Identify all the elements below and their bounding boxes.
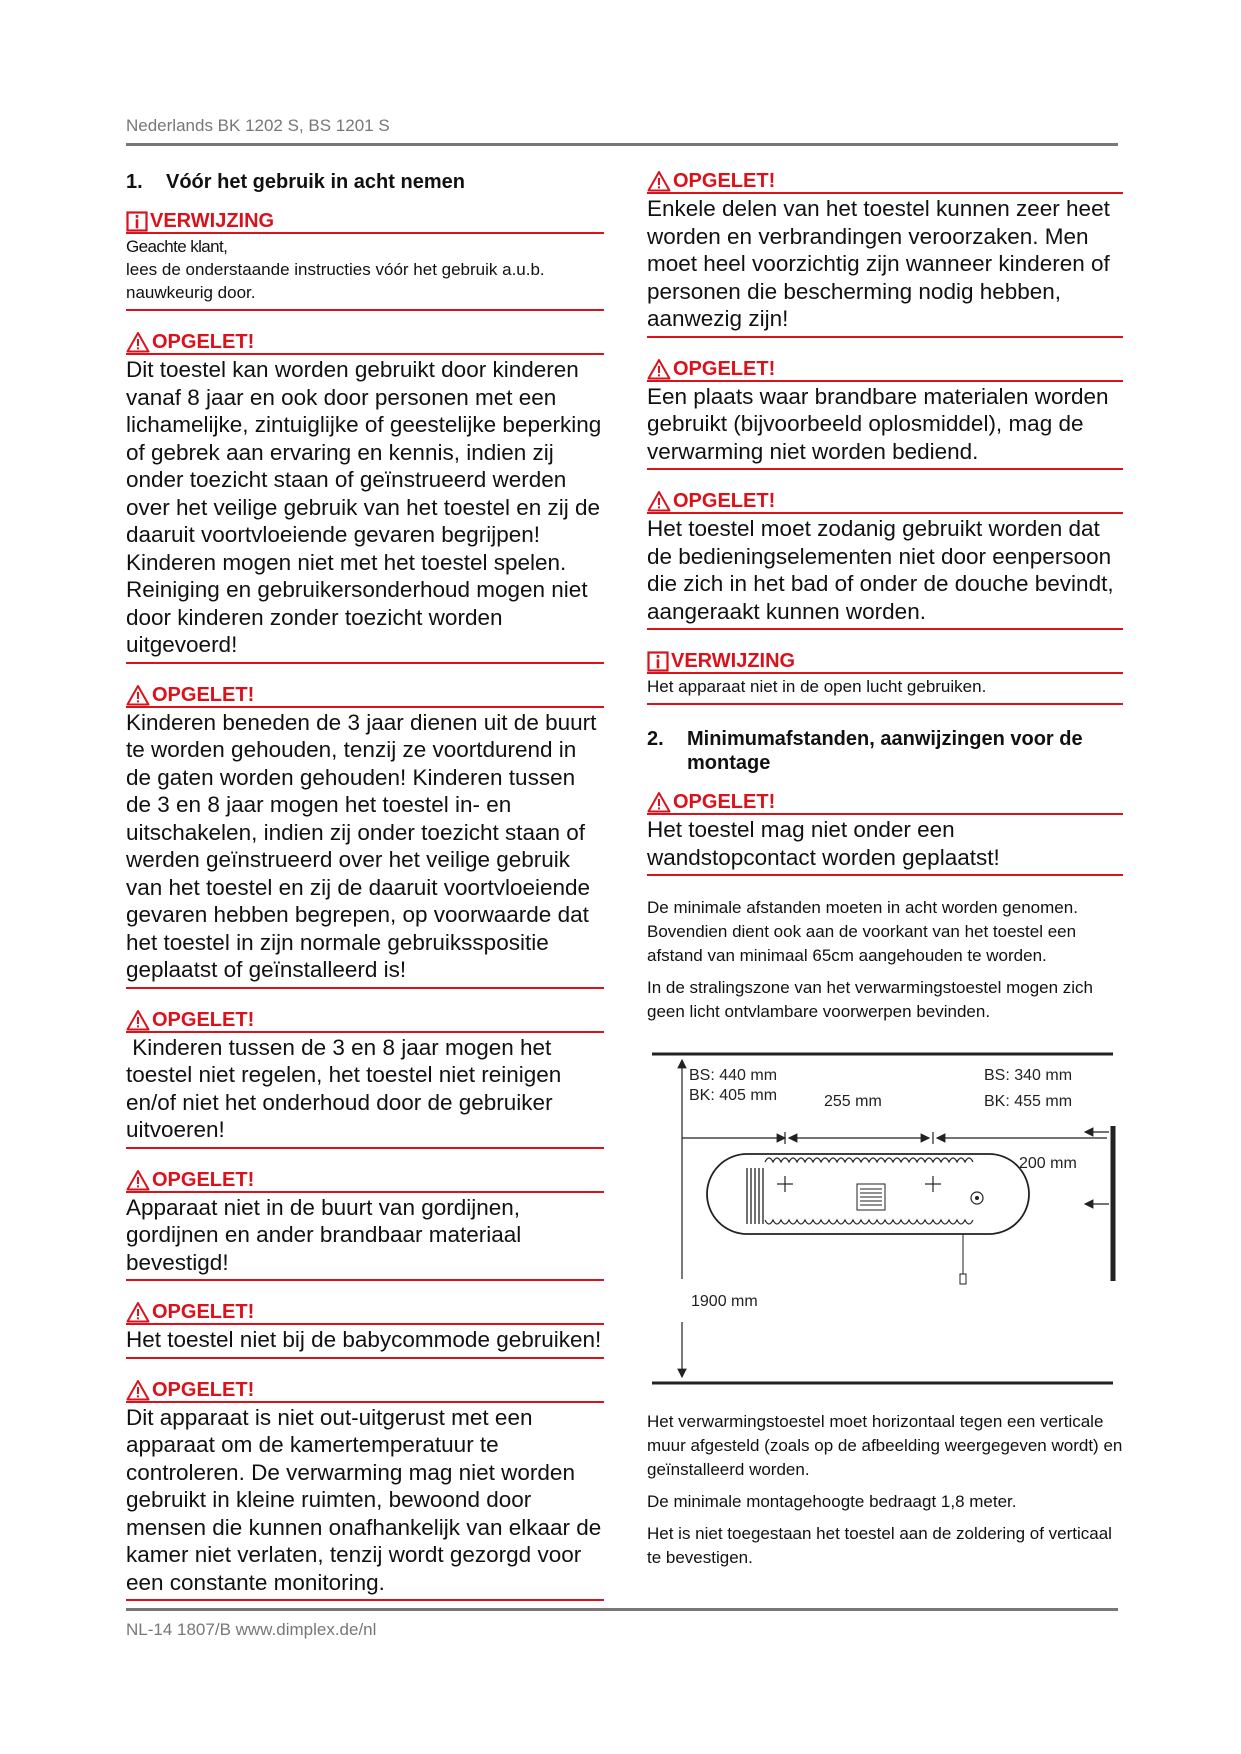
warning-bottom-rule [647,336,1123,338]
warning-8 [647,358,1123,471]
warning-3 [126,1009,604,1149]
warning-7 [647,170,1123,338]
page-header: Nederlands BK 1202 S, BS 1201 S [126,116,390,135]
warning-body: Het toestel mag niet onder een wandstopcontact worden geplaatst! [647,817,1000,870]
footer-rule [126,1608,1118,1611]
warning-2 [126,684,604,989]
notice-body: Het apparaat niet in de open lucht gebruiken. [647,677,987,696]
notice-verwijzing-1 [126,210,604,311]
warning-body: Dit toestel kan worden gebruikt door kinderen vanaf 8 jaar en ook door personen met een lichamelijke, zintuiglijke of geestelijke beperking of gebrek aan ervaring en kennis, indien zij onder toezicht staan of geïnstrueerd werden over het veilige gebruik van het toestel en zij de daaruit voortvloeiende gevaren begrijpen! Kinderen mogen niet met het toestel spelen. Reiniging en gebruikersonderhoud mogen niet door kinderen zonder toezicht worden uitgevoerd! [126,357,602,657]
warning-title: OPGELET! [152,1168,255,1191]
warning-triangle-icon [126,1009,150,1031]
info-icon [126,210,148,232]
left-column [126,170,604,1621]
warning-title: OPGELET! [152,1378,255,1401]
warning-bottom-rule [647,628,1123,630]
dim-height: 1900 mm [691,1293,758,1310]
dim-center: 255 mm [824,1093,882,1110]
notice-greeting: Geachte klant, [126,237,228,256]
warning-title: OPGELET! [152,683,255,706]
warning-triangle-icon [126,1379,150,1401]
warning-body: Kinderen beneden de 3 jaar dienen uit de buurt te worden gehouden, tenzij ze voortdurend in de gaten worden gehouden! Kinderen tussen de 3 en 8 jaar mogen het toestel in- en uitschakelen, indien zij onder toezicht staan of werden geïnstrueerd over het veilige gebruik van het toestel en zij de daaruit voortvloeiende gevaren hebben begrepen, op voorwaarde dat het toestel in zijn normale gebruiksspositie geplaatst of geïnstalleerd is! [126,709,597,982]
warning-title: OPGELET! [673,791,776,813]
section-1-heading [126,170,604,194]
min-height-paragraph: De minimale montagehoogte bedraagt 1,8 meter. [647,1492,1017,1511]
warning-bottom-rule [126,1147,604,1149]
warning-triangle-icon [647,170,671,192]
warning-bottom-rule [126,1279,604,1281]
warning-4 [126,1169,604,1282]
section-1-number: 1. [126,171,143,193]
warning-6 [126,1379,604,1602]
warning-triangle-icon [647,791,671,813]
mounting-distance-diagram [647,1034,1123,1394]
mounting-paragraph: Het verwarmingstoestel moet horizontaal tegen een verticale muur afgesteld (zoals op de afbeelding weergegeven wordt) en geïnstalleerd worden. [647,1412,1123,1479]
warning-triangle-icon [126,331,150,353]
warning-9 [647,490,1123,630]
warning-1 [126,331,604,664]
warning-title: OPGELET! [673,490,776,512]
warning-body: Het toestel moet zodanig gebruikt worden dat de bedieningselementen niet door eenpersoon die zich in het bad of onder de douche bevindt, aangeraakt kunnen worden. [647,516,1114,624]
warning-body: Kinderen tussen de 3 en 8 jaar mogen het toestel niet regelen, het toestel niet reinigen en/of niet het onderhoud door de gebruiker uitvoeren! [126,1034,568,1142]
info-icon [647,650,669,672]
right-column [647,170,1123,1578]
dim-right-bs: BS: 340 mm [984,1067,1073,1084]
warning-title: OPGELET! [152,1301,255,1323]
warning-body: Enkele delen van het toestel kunnen zeer heet worden en verbrandingen veroorzaken. Men moet heel voorzichtig zijn wanneer kinderen of personen die bescherming nodig hebben, aanwezig zijn! [647,196,1110,331]
warning-5 [126,1301,604,1359]
notice-bottom-rule [647,703,1123,705]
notice-bottom-rule [126,309,604,311]
warning-title: OPGELET! [152,1008,255,1031]
notice-verwijzing-2 [647,650,1123,705]
notice-title: VERWIJZING [671,650,796,672]
notice-title: VERWIJZING [150,210,275,232]
warning-bottom-rule [126,1357,604,1359]
distance-paragraph: De minimale afstanden moeten in acht worden genomen. Bovendien dient ook aan de voorkant van het toestel een afstand van minimaal 65cm aangehouden te worden. [647,898,1078,965]
warning-title: OPGELET! [673,170,776,192]
warning-body: Het toestel niet bij de babycommode gebruiken! [126,1327,602,1352]
section-2-title: Minimumafstanden, aanwijzingen voor de montage [687,728,1083,774]
ceiling-paragraph: Het is niet toegestaan het toestel aan de zoldering of verticaal te bevestigen. [647,1524,1112,1567]
section-2-number: 2. [647,728,664,750]
warning-body: Apparaat niet in de buurt van gordijnen, gordijnen en ander brandbaar materiaal bevestigd! [126,1194,522,1275]
warning-title: OPGELET! [673,357,776,380]
dim-side: 200 mm [1019,1155,1077,1172]
warning-body: Een plaats waar brandbare materialen worden gebruikt (bijvoorbeeld oplosmiddel), mag de verwarming niet worden bediend. [647,383,1109,464]
page-footer: NL-14 1807/B www.dimplex.de/nl [126,1620,377,1639]
dim-right-bk: BK: 455 mm [984,1093,1073,1110]
warning-body: Dit apparaat is niet out-uitgerust met een apparaat om de kamertemperatuur te controleren. De verwarming mag niet worden gebruikt in kleine ruimten, bewoond door mensen die kunnen onafhankelijk van elkaar de kamer niet verlaten, tenzij wordt gezorgd voor een constante monitoring. [126,1404,602,1595]
warning-bottom-rule [126,1599,604,1601]
warning-bottom-rule [126,987,604,989]
warning-triangle-icon [126,684,150,706]
warning-triangle-icon [126,1169,150,1191]
section-1-title: Vóór het gebruik in acht nemen [166,171,465,193]
notice-body: lees de onderstaande instructies vóór het gebruik a.u.b. nauwkeurig door. [126,260,545,302]
warning-triangle-icon [647,358,671,380]
warning-bottom-rule [647,468,1123,470]
radiation-zone-paragraph: In de stralingszone van het verwarmingstoestel mogen zich geen licht ontvlambare voorwerpen bevinden. [647,978,1094,1021]
dim-left-bk: BK: 405 mm [689,1087,778,1104]
dim-left-bs: BS: 440 mm [689,1067,778,1084]
warning-bottom-rule [126,662,604,664]
warning-title: OPGELET! [152,331,255,353]
warning-10 [647,791,1123,876]
warning-triangle-icon [126,1301,150,1323]
warning-bottom-rule [647,874,1123,876]
header-rule [126,143,1118,146]
warning-triangle-icon [647,490,671,512]
section-2-heading [647,727,1123,775]
